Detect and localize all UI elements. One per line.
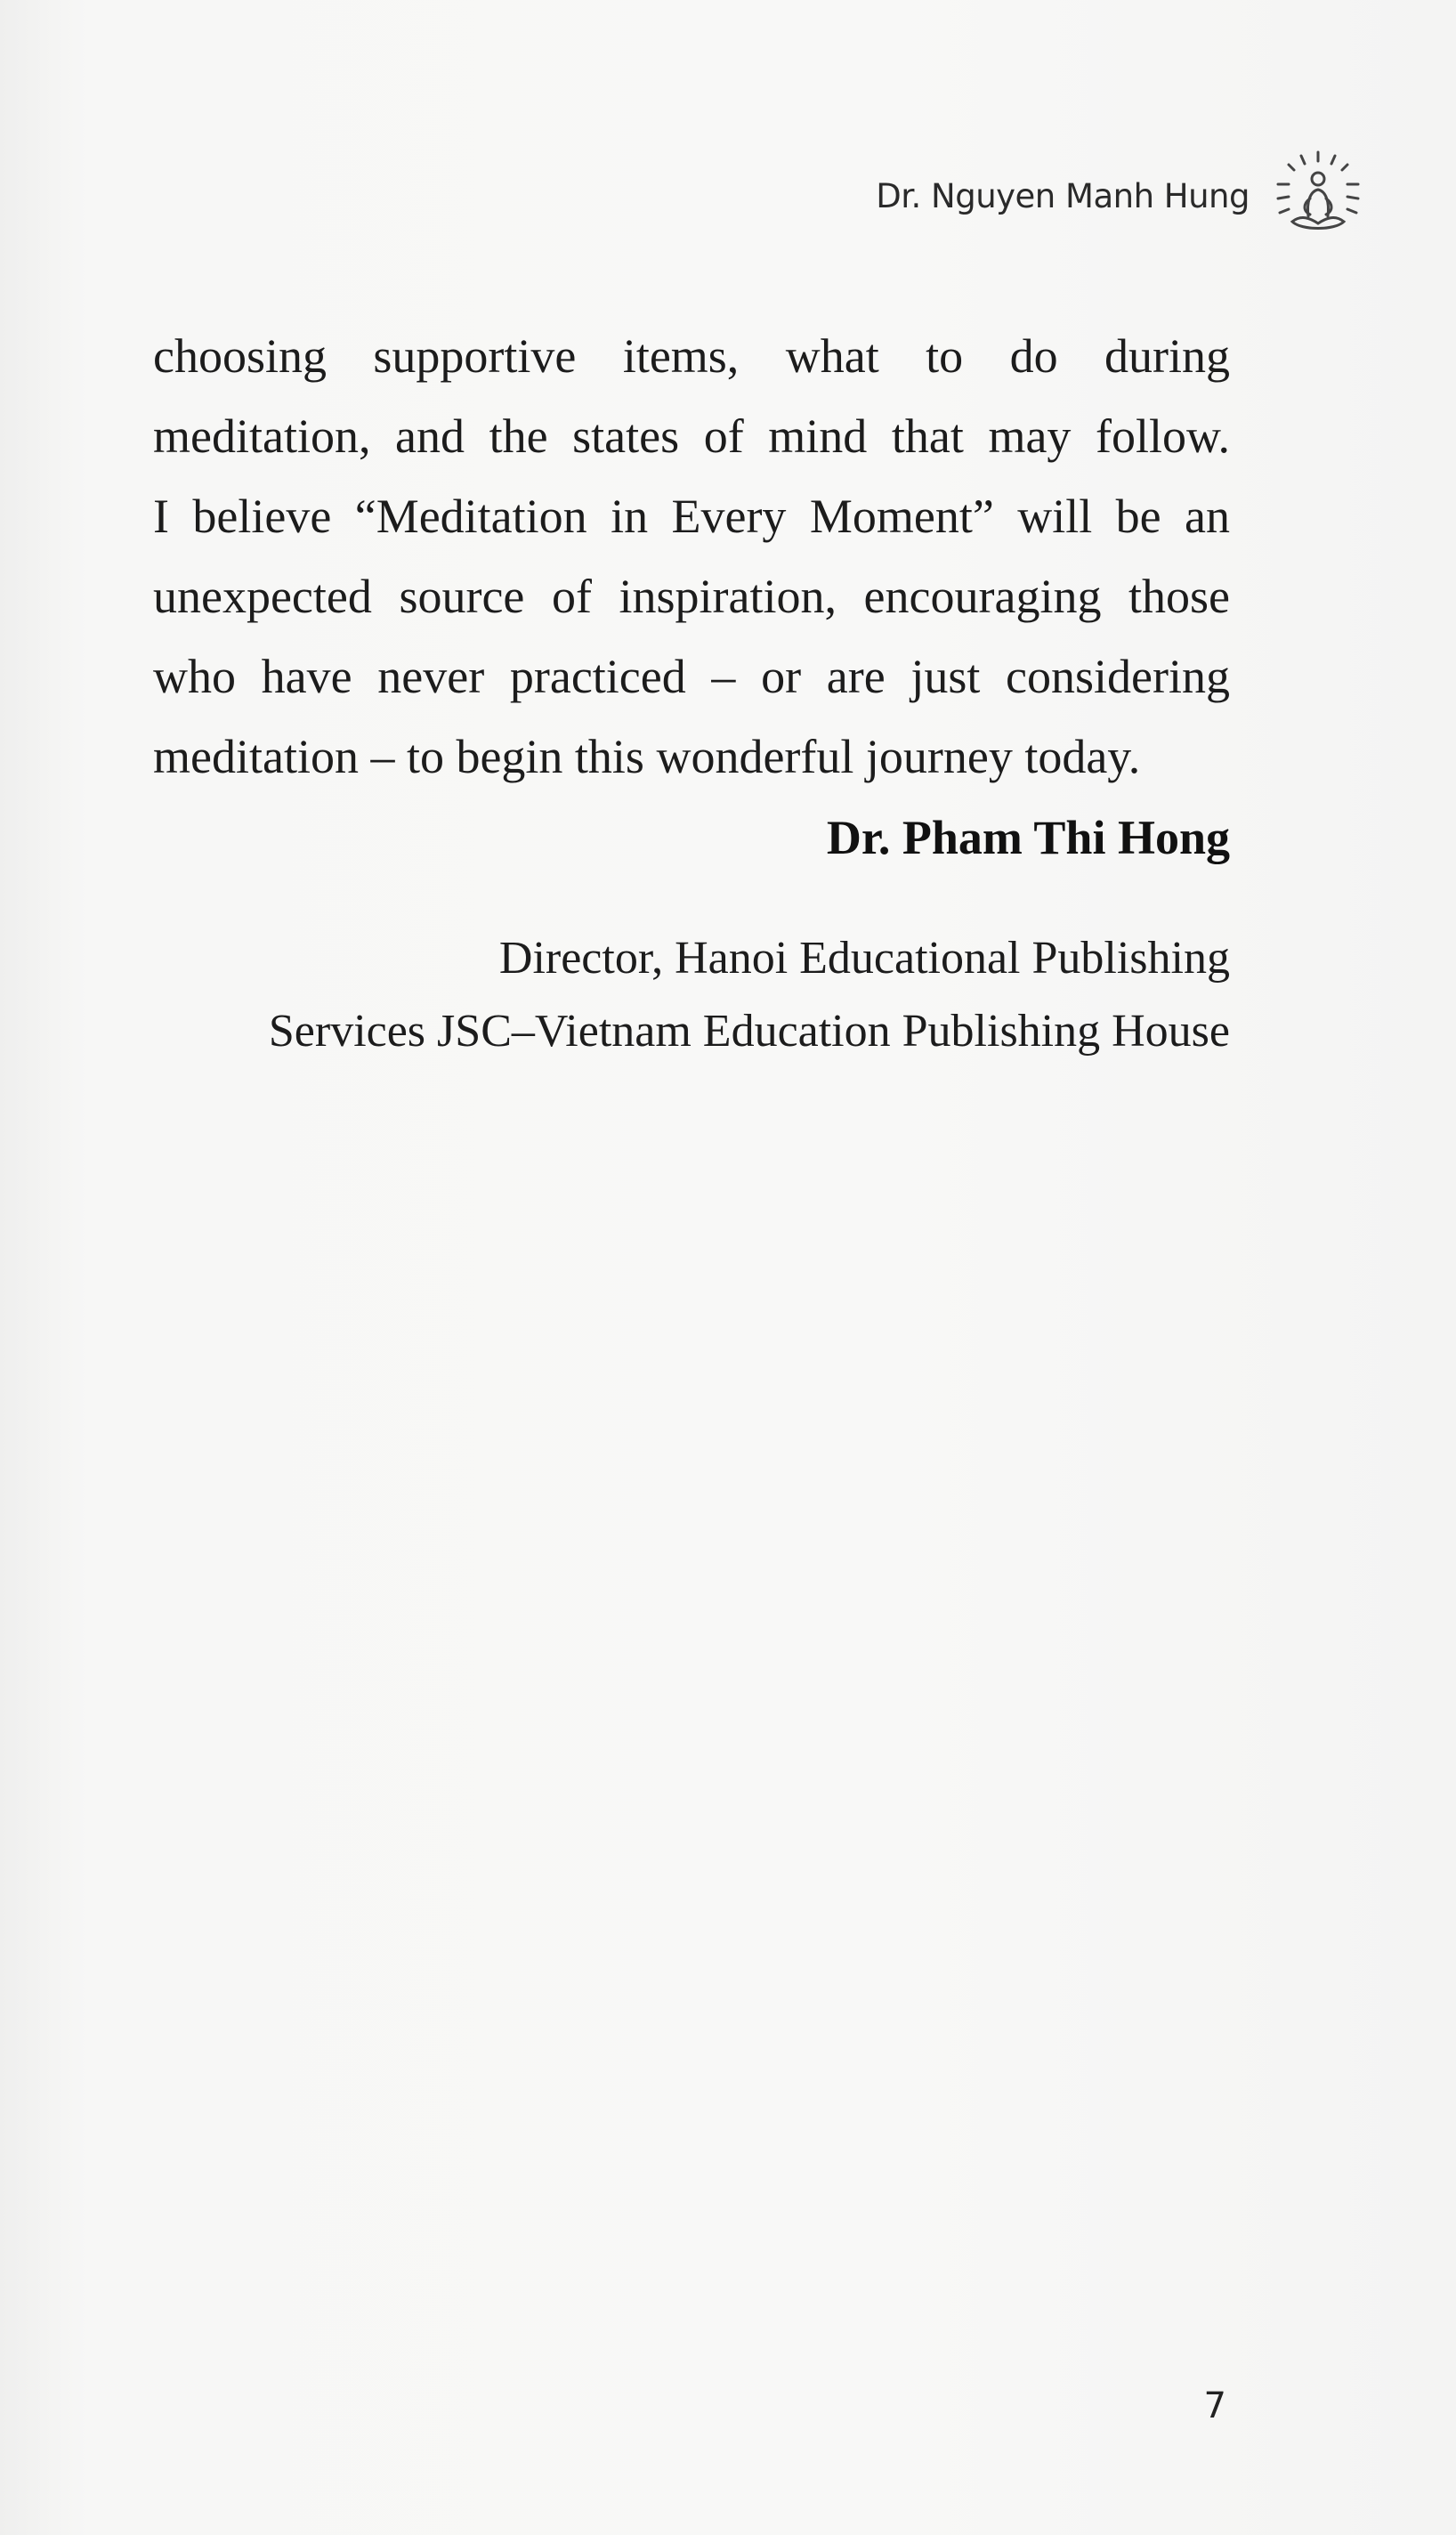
page-number: 7 <box>1203 2385 1226 2426</box>
meditating-figure-icon <box>1269 147 1367 245</box>
running-header <box>876 142 1367 249</box>
affiliation-line: Director, Hanoi Educational Publishing <box>498 933 1230 984</box>
paragraph-line: meditation – to begin this wonderful journey today. <box>153 730 1141 783</box>
signature-name: Dr. Pham Thi Hong <box>826 811 1230 864</box>
paragraph-line: who have never practiced – or are just considering <box>153 650 1230 703</box>
signature-affiliation <box>269 922 1230 1068</box>
paragraph-line: unexpected source of inspiration, encouraging those <box>153 570 1230 623</box>
header-author: Dr. Nguyen Manh Hung <box>876 176 1250 215</box>
paragraph-line: meditation, and the states of mind that may follow. <box>153 409 1230 463</box>
body-paragraph <box>153 316 1230 797</box>
paragraph-line: I believe “Meditation in Every Moment” will be an <box>153 490 1230 543</box>
paragraph-line: choosing supportive items, what to do during <box>153 329 1230 383</box>
affiliation-line: Services JSC–Vietnam Education Publishing House <box>268 1006 1230 1057</box>
